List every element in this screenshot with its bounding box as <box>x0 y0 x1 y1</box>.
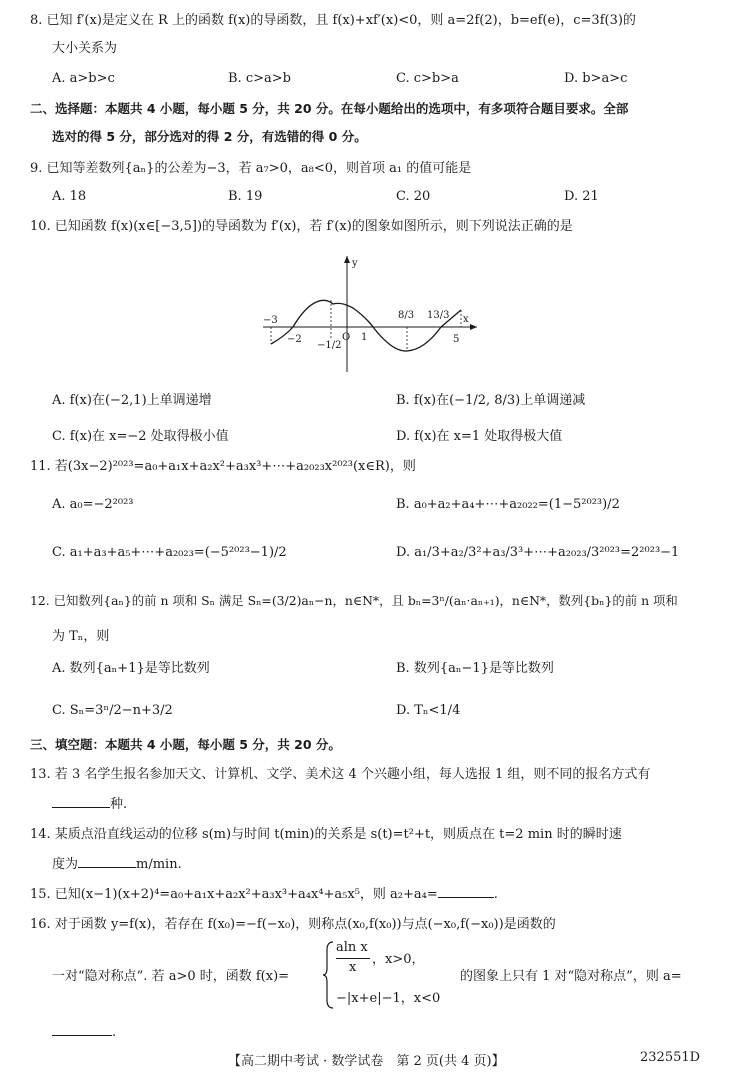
piece2: −|x+e|−1，x<0 <box>336 991 441 1006</box>
q16-answer-blank[interactable] <box>52 1035 112 1036</box>
q12-option-a: A. 数列{aₙ+1}是等比数列 <box>52 661 210 676</box>
q11-option-b: B. a₀+a₂+a₄+⋯+a₂₀₂₂=(1−5²⁰²³)/2 <box>396 497 620 512</box>
q10-stem: 10. 已知函数 f(x)(x∈[−3,5])的导函数为 f′(x)，若 f′(x)的图象如图所示，则下列说法正确的是 <box>30 219 573 234</box>
q8-option-d: D. b>a>c <box>564 71 628 86</box>
q15-stem: 15. 已知(x−1)(x+2)⁴=a₀+a₁x+a₂x²+a₃x³+a₄x⁴+a₅x⁵，则 a₂+a₄= <box>30 887 438 902</box>
q9-option-c: C. 20 <box>396 189 431 204</box>
section3-heading: 三、填空题：本题共 4 小题，每小题 5 分，共 20 分。 <box>30 737 341 752</box>
x-axis-label: x <box>463 314 469 325</box>
piece1-denominator: x <box>349 960 357 975</box>
q13-answer-blank[interactable] <box>52 807 110 808</box>
origin-label: O <box>342 332 351 343</box>
q12-option-b: B. 数列{aₙ−1}是等比数列 <box>396 661 554 676</box>
piece1-fraction-bar <box>336 958 370 959</box>
label-8-3: 8/3 <box>398 310 415 321</box>
q8-stem-line1: 8. 已知 f′(x)是定义在 R 上的函数 f(x)的导函数，且 f(x)+xf′(x)<0，则 a=2f(2)，b=ef(e)，c=3f(3)的 <box>30 13 636 28</box>
q9-option-a: A. 18 <box>52 189 87 204</box>
q13-stem-line2 <box>52 796 127 814</box>
q12-option-c: C. Sₙ=3ⁿ/2−n+3/2 <box>52 703 173 718</box>
q16-stem-line2-suffix: 的图象上只有 1 对“隐对称点”，则 a= <box>460 969 682 984</box>
q16-stem-line1: 16. 对于函数 y=f(x)，若存在 f(x₀)=−f(−x₀)，则称点(x₀,f(x₀))与点(−x₀,f(−x₀))是函数的 <box>30 917 556 932</box>
q15-stem-line <box>30 886 498 904</box>
q16-stem-line2-prefix: 一对“隐对称点”. 若 a>0 时，函数 f(x)= <box>52 969 290 984</box>
section2-heading-line1: 二、选择题：本题共 4 小题，每小题 5 分，共 20 分。在每小题给出的选项中，有多项符合题目要求。全部 <box>30 101 629 116</box>
q9-stem: 9. 已知等差数列{aₙ}的公差为−3，若 a₇>0，a₈<0，则首项 a₁ 的值可能是 <box>30 161 472 176</box>
q10-option-d: D. f(x)在 x=1 处取得极大值 <box>396 429 563 444</box>
q12-stem-line1: 12. 已知数列{aₙ}的前 n 项和 Sₙ 满足 Sₙ=(3/2)aₙ−n，n∈N*，且 bₙ=3ⁿ/(aₙ·aₙ₊₁)，n∈N*，数列{bₙ}的前 n 项和 <box>30 593 678 608</box>
q14-stem-line2 <box>52 856 182 874</box>
q8-option-a: A. a>b>c <box>52 71 115 86</box>
q12-stem-line2: 为 Tₙ，则 <box>52 629 110 644</box>
q11-option-c: C. a₁+a₃+a₅+⋯+a₂₀₂₃=(−5²⁰²³−1)/2 <box>52 545 287 560</box>
q8-option-b: B. c>a>b <box>228 71 291 86</box>
footer-code: 232551D <box>640 1050 701 1065</box>
section2-heading-line2: 选对的得 5 分，部分选对的得 2 分，有选错的得 0 分。 <box>52 129 367 144</box>
piece1-condition: ，x>0， <box>372 952 425 967</box>
q14-answer-blank[interactable] <box>78 867 136 868</box>
q16-answer-line <box>52 1024 116 1042</box>
q9-option-d: D. 21 <box>564 189 599 204</box>
q15-answer-blank[interactable] <box>438 897 494 898</box>
q9-option-b: B. 19 <box>228 189 263 204</box>
label-minus-half: −1/2 <box>317 340 342 351</box>
piecewise-brace <box>322 940 334 1010</box>
label-1: 1 <box>361 332 368 343</box>
q13-suffix: 种. <box>110 797 128 812</box>
label-13-3: 13/3 <box>427 310 450 321</box>
y-axis-arrow <box>344 256 350 263</box>
label-minus2: −2 <box>287 334 302 345</box>
q13-stem-line1: 13. 若 3 名学生报名参加天文、计算机、文学、美术这 4 个兴趣小组，每人选报 1 组，则不同的报名方式有 <box>30 767 651 782</box>
footer-title: 【高二期中考试 · 数学试卷 第 2 页(共 4 页)】 <box>228 1054 505 1069</box>
q10-option-a: A. f(x)在(−2,1)上单调递增 <box>52 393 212 408</box>
q8-stem-line2: 大小关系为 <box>52 41 118 56</box>
q10-option-b: B. f(x)在(−1/2, 8/3)上单调递减 <box>396 393 586 408</box>
label-5: 5 <box>453 334 460 345</box>
q11-stem: 11. 若(3x−2)²⁰²³=a₀+a₁x+a₂x²+a₃x³+⋯+a₂₀₂₃x²⁰²³(x∈R)，则 <box>30 459 416 474</box>
q10-option-c: C. f(x)在 x=−2 处取得极小值 <box>52 429 229 444</box>
q11-option-d: D. a₁/3+a₂/3²+a₃/3³+⋯+a₂₀₂₃/3²⁰²³=2²⁰²³−1 <box>396 545 680 560</box>
q11-option-a: A. a₀=−2²⁰²³ <box>52 497 134 512</box>
derivative-graph <box>255 250 485 378</box>
q14-prefix: 度为 <box>52 857 79 872</box>
label-minus3: −3 <box>263 315 278 326</box>
y-axis-label: y <box>352 258 358 269</box>
q15-end: . <box>493 887 498 902</box>
q16-end: . <box>112 1025 117 1040</box>
piece1-numerator: aln x <box>336 940 368 955</box>
x-axis-arrow <box>470 324 477 330</box>
q14-stem-line1: 14. 某质点沿直线运动的位移 s(m)与时间 t(min)的关系是 s(t)=t²+t，则质点在 t=2 min 时的瞬时速 <box>30 827 622 842</box>
q8-option-c: C. c>b>a <box>396 71 459 86</box>
q14-suffix: m/min. <box>136 857 182 872</box>
q12-option-d: D. Tₙ<1/4 <box>396 703 461 718</box>
